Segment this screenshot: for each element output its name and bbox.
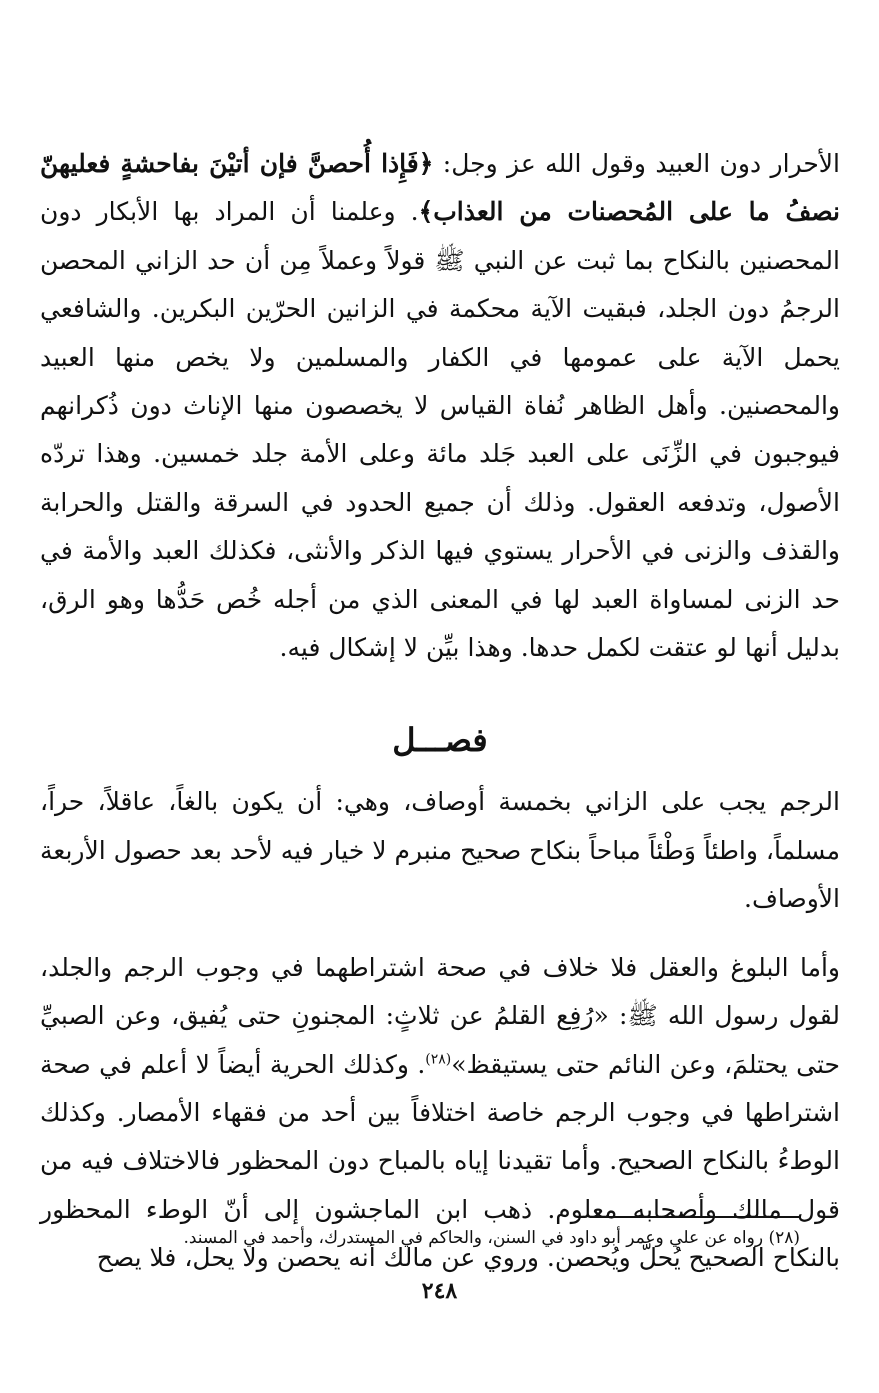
- paragraph-1: [40, 140, 840, 672]
- footnote-reference: (٢٨): [425, 1051, 452, 1068]
- page-number: ٢٤٨: [421, 1278, 458, 1304]
- quran-verse: ﴿فَإِذا أُحصنَّ فإن أتيْنَ بفاحشةٍ فعليهنّ نصفُ ما على المُحصنات من العذاب﴾: [40, 149, 840, 227]
- footnote-divider: [590, 1216, 800, 1218]
- paragraph-3-text-b: . وكذلك الحرية أيضاً لا أعلم في صحة اشتراطها في وجوب الرجم خاصة اختلافاً بين أحد من فقهاء الأمصار. وكذلك الوطءُ بالنكاح الصحيح. وأما تقيدنا إياه بالمباح دون المحظور فالاختلاف فيه من قول مالك وأصحابه معلوم. ذهب ابن الماجشون إلى أنّ الوطء المحظور بالنكاح الصحيح يُحلّ ويُحصن. وروي عن مالك أنه يحصن ولا يحل، فلا يصح: [40, 1049, 840, 1273]
- page-body: [40, 140, 840, 1283]
- paragraph-3-text-a: وأما البلوغ والعقل فلا خلاف في صحة اشتراطهما في وجوب الرجم والجلد، لقول رسول الله ﷺ: «رُفِع القلمُ عن ثلاثٍ: المجنونِ حتى يُفيق، وعن الصبيِّ حتى يحتلمَ، وعن النائم حتى يستيقظ»: [40, 952, 840, 1079]
- footnote: (٢٨) رواه عن علي وعمر أبو داود في السنن، والحاكم في المستدرك، وأحمد في المسند.: [183, 1228, 800, 1248]
- paragraph-1-text-b: . وعلمنا أن المراد بها الأبكار دون المحصنين بالنكاح بما ثبت عن النبي ﷺ قولاً وعملاً مِن أن حد الزاني المحصن الرجمُ دون الجلد، فبقيت الآية محكمة في الزانين الحرّين البكرين. والشافعي يحمل الآية على عمومها في الكفار والمسلمين ولا يخص منها العبيد والمحصنين. وأهل الظاهر نُفاة القياس لا يخصصون منها الإناث دون ذُكرانهم فيوجبون في الزِّنَى على العبد جَلد مائة وعلى الأمة جلد خمسين. وهذا تردّه الأصول، وتدفعه العقول. وذلك أن جميع الحدود في السرقة والقتل والحرابة والقذف والزنى في الأحرار يستوي فيها الذكر والأنثى، فكذلك العبد والأمة في حد الزنى لمساواة العبد لها في المعنى الذي من أجله خُص حَدُّها وهو الرق، بدليل أنها لو عتقت لكمل حدها. وهذا بيِّن لا إشكال فيه.: [40, 197, 840, 663]
- paragraph-2: الرجم يجب على الزاني بخمسة أوصاف، وهي: أن يكون بالغاً، عاقلاً، حراً، مسلماً، واطئاً وَطْئاً مباحاً بنكاح صحيح منبرم لا خيار فيه لأحد بعد حصول الأربعة الأوصاف.: [40, 787, 840, 914]
- section-heading: فصـــل: [392, 721, 488, 760]
- paragraph-gap: [40, 924, 840, 944]
- paragraph-1-text-a: الأحرار دون العبيد وقول الله عز وجل:: [433, 149, 840, 178]
